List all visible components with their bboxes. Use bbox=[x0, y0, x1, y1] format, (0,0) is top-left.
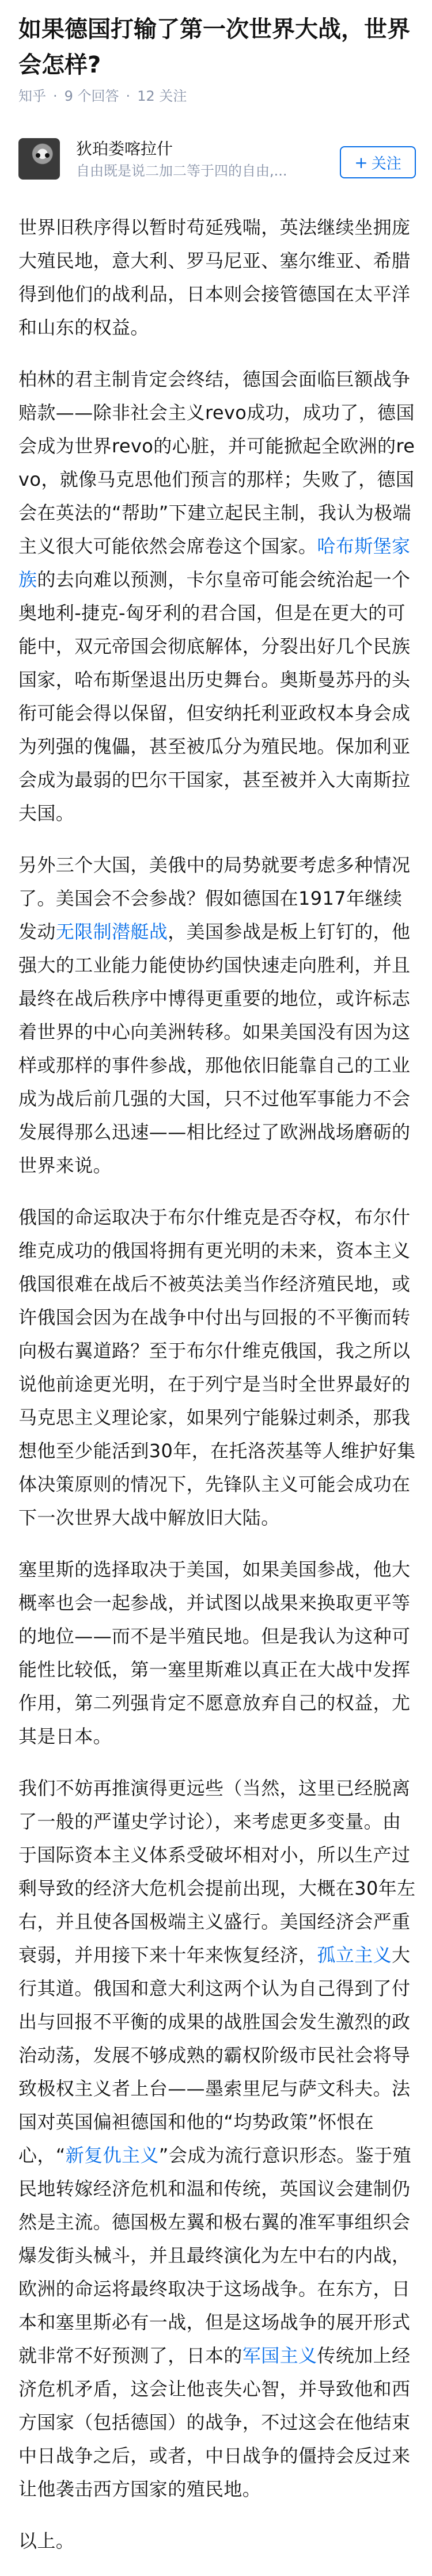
keyword-link[interactable]: 无限制潜艇战 bbox=[55, 921, 168, 943]
question-title[interactable]: 如果德国打输了第一次世界大战，世界会怎样? bbox=[18, 16, 410, 78]
keyword-link[interactable]: 新复仇主义 bbox=[65, 2144, 159, 2166]
paragraph bbox=[18, 211, 416, 344]
paragraph bbox=[18, 1553, 416, 1753]
paragraph bbox=[18, 1771, 416, 2506]
plus-icon: + bbox=[354, 153, 368, 172]
paragraph-text: 我们不妨再推演得更远些（当然，这里已经脱离了一般的严谨史学讨论），来考虑更多变量。由于国际资本主义体系受破坏相对小，所以生产过剩导致的经济大危机会提前出现，大概在30年左右，并且使各国极端主义盛行。美国经济会严重衰弱，并用接下来十年来恢复经济， bbox=[18, 1777, 416, 1966]
keyword-link[interactable]: 孤立主义 bbox=[317, 1944, 392, 1966]
meta-separator: · bbox=[126, 88, 131, 104]
paragraph-text: 的去向难以预测，卡尔皇帝可能会统治起一个奥地利-捷克-匈牙利的君合国，但是在更大的可能中，双元帝国会彻底解体，分裂出好几个民族国家，哈布斯堡退出历史舞台。奥斯曼苏丹的头衔可能会得以保留，但安纳托利亚政权本身会成为列强的傀儡，甚至被瓜分为殖民地。保加利亚会成为最弱的巴尔干国家，甚至被并入大南斯拉夫国。 bbox=[18, 569, 411, 824]
avatar-eye bbox=[36, 153, 40, 158]
paragraph-text: 世界旧秩序得以暂时苟延残喘，英法继续坐拥庞大殖民地，意大利、罗马尼亚、塞尔维亚、希腊得到他们的战利品，日本则会接管德国在太平洋和山东的权益。 bbox=[18, 216, 411, 338]
meta-separator: · bbox=[53, 88, 58, 104]
author-bio: 自由既是说二加二等于四的自由,... bbox=[76, 163, 287, 179]
paragraph-text: 塞里斯的选择取决于美国，如果美国参战，他大概率也会一起参战，并试图以战果来换取更平等的地位——而不是半殖民地。但是我认为这种可能性比较低，第一塞里斯难以真正在大战中发挥作用，第二列强肯定不愿意放弃自己的权益，尤其是日本。 bbox=[18, 1558, 411, 1747]
source-label[interactable]: 知乎 bbox=[18, 88, 46, 104]
paragraph-text: 柏林的君主制肯定会终结，德国会面临巨额战争赔款——除非社会主义revo成功，成功了，德国会成为世界revo的心脏，并可能掀起全欧洲的revo，就像马克思他们预言的那样；失败了，德国会在英法的“帮助”下建立起民主制，我认为极端主义很大可能依然会席卷这个国家。 bbox=[18, 368, 415, 557]
keyword-link[interactable]: 哈布斯堡家族 bbox=[18, 535, 411, 590]
follow-label: 关注 bbox=[371, 155, 401, 173]
author-name[interactable]: 狄珀娄喀拉什 bbox=[76, 139, 173, 158]
paragraph bbox=[18, 848, 416, 1182]
keyword-link[interactable]: 军国主义 bbox=[242, 2345, 317, 2367]
follower-count[interactable]: 12 关注 bbox=[137, 88, 187, 104]
paragraph-text: ，美国参战是板上钉钉的，他强大的工业能力能使协约国快速走向胜利，并且最终在战后秩序中博得更重要的地位，或许标志着世界的中心向美洲转移。如果美国没有因为这样或那样的事件参战，那他依旧能靠自己的工业成为战后前几强的大国，只不过他军事能力不会发展得那么迅速——相比经过了欧洲战场磨砺的世界来说。 bbox=[18, 921, 411, 1176]
paragraph-text: 另外三个大国，美俄中的局势就要考虑多种情况了。美国会不会参战？假如德国在1917年继续发动 bbox=[18, 854, 411, 943]
follow-button[interactable] bbox=[340, 146, 416, 178]
answer-count[interactable]: 9 个回答 bbox=[64, 88, 119, 104]
paragraph-text: 俄国的命运取决于布尔什维克是否夺权，布尔什维克成功的俄国将拥有更光明的未来，资本主义俄国很难在战后不被英法美当作经济殖民地，或许俄国会因为在战争中付出与回报的不平衡而转向极右翼道路？至于布尔什维克俄国，我之所以说他前途更光明，在于列宁是当时全世界最好的马克思主义理论家，如果列宁能躲过刺杀，那我想他至少能活到30年，在托洛茨基等人维护好集体决策原则的情况下，先锋队主义可能会成功在下一次世界大战中解放旧大陆。 bbox=[18, 1206, 416, 1529]
answer-content bbox=[18, 211, 416, 2576]
author-row bbox=[18, 134, 416, 185]
question-meta bbox=[18, 86, 187, 106]
paragraph-text: ”会成为流行意识形态。鉴于殖民地转嫁经济危机和温和传统，英国议会建制仍然是主流。德国极左翼和极右翼的准军事组织会爆发街头械斗，并且最终演化为左中右的内战，欧洲的命运将最终取决于这场战争。在东方，日本和塞里斯必有一战，但是这场战争的展开形式就非常不好预测了，日本的 bbox=[18, 2144, 411, 2367]
avatar-eye bbox=[45, 153, 50, 158]
paragraph bbox=[18, 2524, 416, 2558]
paragraph bbox=[18, 363, 416, 830]
paragraph bbox=[18, 1201, 416, 1534]
paragraph-text: 传统加上经济危机矛盾，这会让他丧失心智，并导致他和西方国家（包括德国）的战争，不过这会在他结束中日战争之后，或者，中日战争的僵持会反过来让他袭击西方国家的殖民地。 bbox=[18, 2345, 411, 2500]
paragraph-text: 大行其道。俄国和意大利这两个认为自己得到了付出与回报不平衡的成果的战胜国会发生激烈的政治动荡，发展不够成熟的霸权阶级市民社会将导致极权主义者上台——墨索里尼与萨文科夫。法国对英国偏袒德国和他的“均势政策”怀恨在心，“ bbox=[18, 1944, 411, 2166]
avatar[interactable] bbox=[18, 138, 60, 180]
paragraph-text: 以上。 bbox=[18, 2530, 75, 2552]
